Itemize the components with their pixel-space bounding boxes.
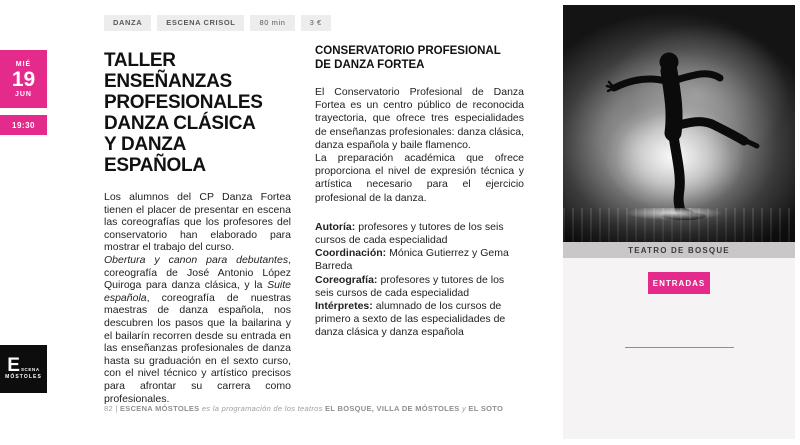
title-line: TALLER <box>104 50 176 71</box>
credit-value: profesores y tutores de los seis cursos de cada especialidad <box>315 220 504 247</box>
credit-label: Autoría: <box>315 220 356 233</box>
company-paragraph: El Conservatorio Profesional de Danza Fortea es un centro público de reconocida trayectoria, que ofrece tres especialidades de enseñanzas profesionales: danza clásica, danza española y baile flamenco. <box>315 86 524 151</box>
company-paragraph: La preparación académica que ofrece proporciona el nivel de expresión técnica y artística necesario para el ejercicio profesional de la danza. <box>315 152 524 204</box>
company-heading-line: CONSERVATORIO PROFESIONAL <box>315 45 501 57</box>
company-heading-line: DE DANZA FORTEA <box>315 59 425 71</box>
credit-label: Coreografía: <box>315 273 378 286</box>
credit-label: Coordinación: <box>315 247 387 260</box>
date-month: JUN <box>14 90 32 98</box>
credit-row <box>315 274 524 300</box>
credit-row <box>315 300 524 340</box>
description-paragraph: Los alumnos del CP Danza Fortea tienen el placer de presentar en escena las coreografías que los profesores del conservatorio han elaborado para mostrar el trabajo del curso. <box>104 191 291 254</box>
tickets-button[interactable]: ENTRADAS <box>648 272 710 294</box>
tickets-area <box>563 258 795 439</box>
event-tags-row <box>104 15 331 31</box>
credit-row <box>315 247 524 273</box>
date-day: 19 <box>11 67 36 91</box>
page-footer: 82 | ESCENA MÓSTOLES es la programación de los teatros EL BOSQUE, VILLA DE MÓSTOLES y EL SOTO <box>104 404 504 413</box>
credit-value: Mónica Gutierrez y Gema Barreda <box>315 247 509 273</box>
credit-row <box>315 221 524 247</box>
venue-panel <box>563 5 795 439</box>
tag-duration: 80 min <box>250 15 294 31</box>
tag-price: 3 € <box>301 15 331 31</box>
credit-value: alumnado de los cursos de primero a sexto de las especialidades de danza clásica y danza española <box>315 300 506 339</box>
dancer-photo <box>563 5 795 242</box>
page-title <box>104 50 291 176</box>
logo-city: MÓSTOLES <box>5 374 42 380</box>
description-paragraph: Obertura y canon para debutantes, coreografía de José Antonio López Quiroga para danza clásica, y la Suite española, coreografía de nuestras maestras de danza española, nos descubren los pasos que la bailarina y el bailarín recorren desde su entrada en las enseñanzas profesionales de danza hasta su graduación en el sexto curso, con el nivel técnico y artístico precisos para afrontar su carrera como profesionales. <box>104 253 291 405</box>
company-heading <box>315 44 524 72</box>
time-badge: 19:30 <box>0 115 47 135</box>
tag-program: ESCENA CRISOL <box>157 15 244 31</box>
logo-top-row <box>7 355 40 376</box>
title-line: ENSEÑANZAS <box>104 71 232 92</box>
logo-letter: E <box>7 355 20 376</box>
event-description <box>104 191 291 405</box>
event-column <box>104 50 291 405</box>
credits-list <box>315 221 524 340</box>
escena-mostoles-logo <box>0 345 47 393</box>
panel-divider <box>625 347 734 348</box>
date-weekday: MIÉ <box>15 60 32 68</box>
date-badge <box>0 50 47 108</box>
credit-value: profesores y tutores de los seis cursos de cada especialidad <box>315 273 505 299</box>
dancer-silhouette <box>563 5 795 242</box>
company-column <box>315 44 524 340</box>
venue-caption: TEATRO DE BOSQUE <box>563 242 795 258</box>
credit-label: Intérpretes: <box>315 300 373 313</box>
title-line: ESPAÑOLA <box>104 155 206 176</box>
tag-genre: DANZA <box>104 15 151 31</box>
title-line: DANZA CLÁSICA <box>104 113 256 134</box>
stage-floor <box>563 208 795 242</box>
title-line: Y DANZA <box>104 134 186 155</box>
logo-word: SCENA <box>20 367 40 372</box>
title-line: PROFESIONALES <box>104 92 263 113</box>
